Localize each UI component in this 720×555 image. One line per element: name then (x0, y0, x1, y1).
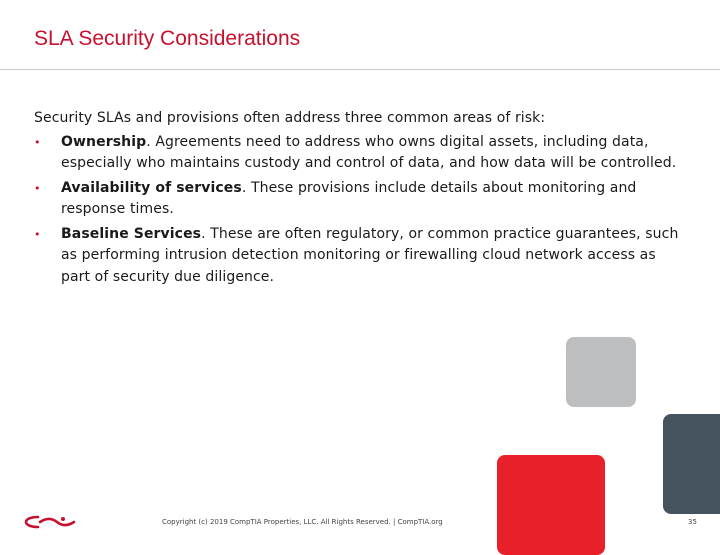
slide-body (34, 108, 684, 291)
bullet-heading: Baseline Services (61, 225, 202, 242)
list-item (34, 224, 684, 289)
title-divider (0, 69, 720, 70)
slide-title: SLA Security Considerations (34, 27, 301, 50)
footer-copyright: Copyright (c) 2019 CompTIA Properties, LLC. All Rights Reserved. | CompTIA.org (162, 518, 443, 526)
bullet-list (34, 132, 684, 289)
decorative-square-red (497, 455, 605, 555)
bullet-text: . Agreements need to address who owns digital assets, including data, especially who maintains custody and control of data, and how data will be controlled. (61, 133, 677, 171)
list-item (34, 132, 684, 175)
bullet-text: . These provisions include details about monitoring and response times. (61, 179, 637, 217)
bullet-icon: • (34, 181, 41, 195)
intro-text: Security SLAs and provisions often address three common areas of risk: (34, 110, 546, 126)
decorative-square-gray (566, 337, 636, 407)
bullet-icon: • (34, 135, 41, 149)
decorative-square-dark (663, 414, 720, 514)
list-item (34, 178, 684, 221)
bullet-heading: Availability of services (61, 179, 242, 196)
page-number: 35 (688, 518, 697, 526)
bullet-heading: Ownership (61, 133, 147, 150)
bullet-text: . These are often regulatory, or common practice guarantees, such as performing intrusion detection monitoring or firewalling cloud network access as part of security due diligence. (61, 225, 679, 285)
comptia-logo-icon (24, 514, 76, 530)
bullet-icon: • (34, 227, 41, 241)
